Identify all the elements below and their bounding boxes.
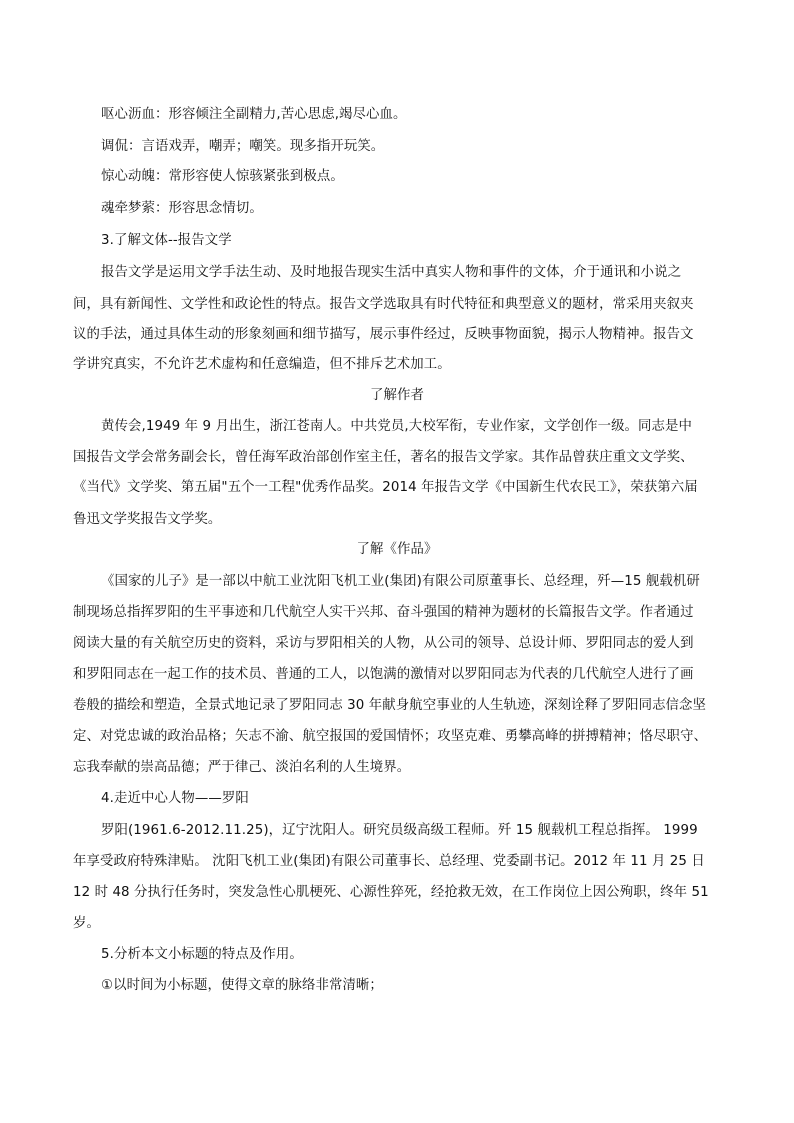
work-line-2: 制现场总指挥罗阳的生平事迹和几代航空人实干兴邦、奋斗强国的精神为题材的长篇报告文学。作者通过: [73, 605, 694, 620]
work-line-6: 定、对党忠诚的政治品格；矢志不渝、航空报国的爱国情怀；攻坚克难、勇攀高峰的拼搏精神；恪尽职守、: [73, 729, 708, 744]
section-4-line-2: 年享受政府特殊津贴。 沈阳飞机工业(集团)有限公司董事长、总经理、党委副书记。2012 年 11 月 25 日: [73, 854, 705, 869]
work-line-5: 卷般的描绘和塑造，全景式地记录了罗阳同志 30 年献身航空事业的人生轨迹，深刻诠释了罗阳同志信念坚: [73, 698, 707, 713]
work-line-4: 和罗阳同志在一起工作的技术员、普通的工人，以饱满的激情对以罗阳同志为代表的几代航空人进行了画: [73, 667, 694, 682]
work-heading: 了解《作品》: [356, 542, 438, 557]
section-3-heading: 3.了解文体--报告文学: [101, 233, 232, 248]
section-4-line-1: 罗阳(1961.6-2012.11.25)，辽宁沈阳人。研究员级高级工程师。歼 15 舰载机工程总指挥。 1999: [101, 823, 698, 838]
vocab-line-4: 魂牵梦萦：形容思念情切。: [101, 201, 263, 216]
section-4-heading: 4.走近中心人物——罗阳: [101, 791, 249, 806]
vocab-line-2: 调侃：言语戏弄，嘲弄；嘲笑。现多指开玩笑。: [101, 139, 385, 154]
section-3-line-1: 报告文学是运用文学手法生动、及时地报告现实生活中真实人物和事件的文体，介于通讯和小说之: [101, 265, 682, 280]
section-5-line-1: ①以时间为小标题，使得文章的脉络非常清晰；: [101, 978, 383, 993]
section-4-line-4: 岁。: [73, 916, 100, 931]
author-line-3: 《当代》文学奖、第五届"五个一工程"优秀作品奖。2014 年报告文学《中国新生代农民工》，荣获第六届: [73, 480, 698, 495]
section-3-line-4: 学讲究真实，不允许艺术虚构和任意编造，但不排斥艺术加工。: [73, 357, 451, 372]
work-line-7: 忘我奉献的崇高品德；严于律己、淡泊名利的人生境界。: [73, 760, 411, 775]
author-line-2: 国报告文学会常务副会长，曾任海军政治部创作室主任，著名的报告文学家。其作品曾获庄重文文学奖、: [73, 450, 694, 465]
section-3-line-2: 间，具有新闻性、文学性和政论性的特点。报告文学选取具有时代特征和典型意义的题材，常采用夹叙夹: [73, 297, 694, 312]
vocab-line-3: 惊心动魄：常形容使人惊骇紧张到极点。: [101, 169, 344, 184]
author-line-4: 鲁迅文学奖报告文学奖。: [73, 512, 222, 527]
author-heading: 了解作者: [370, 388, 424, 403]
section-4-line-3: 12 时 48 分执行任务时，突发急性心肌梗死、心源性猝死，经抢救无效，在工作岗位上因公殉职，终年 51: [73, 885, 709, 900]
author-line-1: 黄传会,1949 年 9 月出生，浙江苍南人。中共党员,大校军衔，专业作家，文学创作一级。同志是中: [101, 419, 693, 434]
vocab-line-1: 呕心沥血：形容倾注全副精力,苦心思虑,竭尽心血。: [101, 107, 407, 122]
work-line-1: 《国家的儿子》是一部以中航工业沈阳飞机工业(集团)有限公司原董事长、总经理，歼—15 舰载机研: [101, 574, 700, 589]
section-5-heading: 5.分析本文小标题的特点及作用。: [101, 947, 303, 962]
section-3-line-3: 议的手法，通过具体生动的形象刻画和细节描写，展示事件经过，反映事物面貌，揭示人物精神。报告文: [73, 327, 694, 342]
work-line-3: 阅读大量的有关航空历史的资料，采访与罗阳相关的人物，从公司的领导、总设计师、罗阳同志的爱人到: [73, 636, 694, 651]
